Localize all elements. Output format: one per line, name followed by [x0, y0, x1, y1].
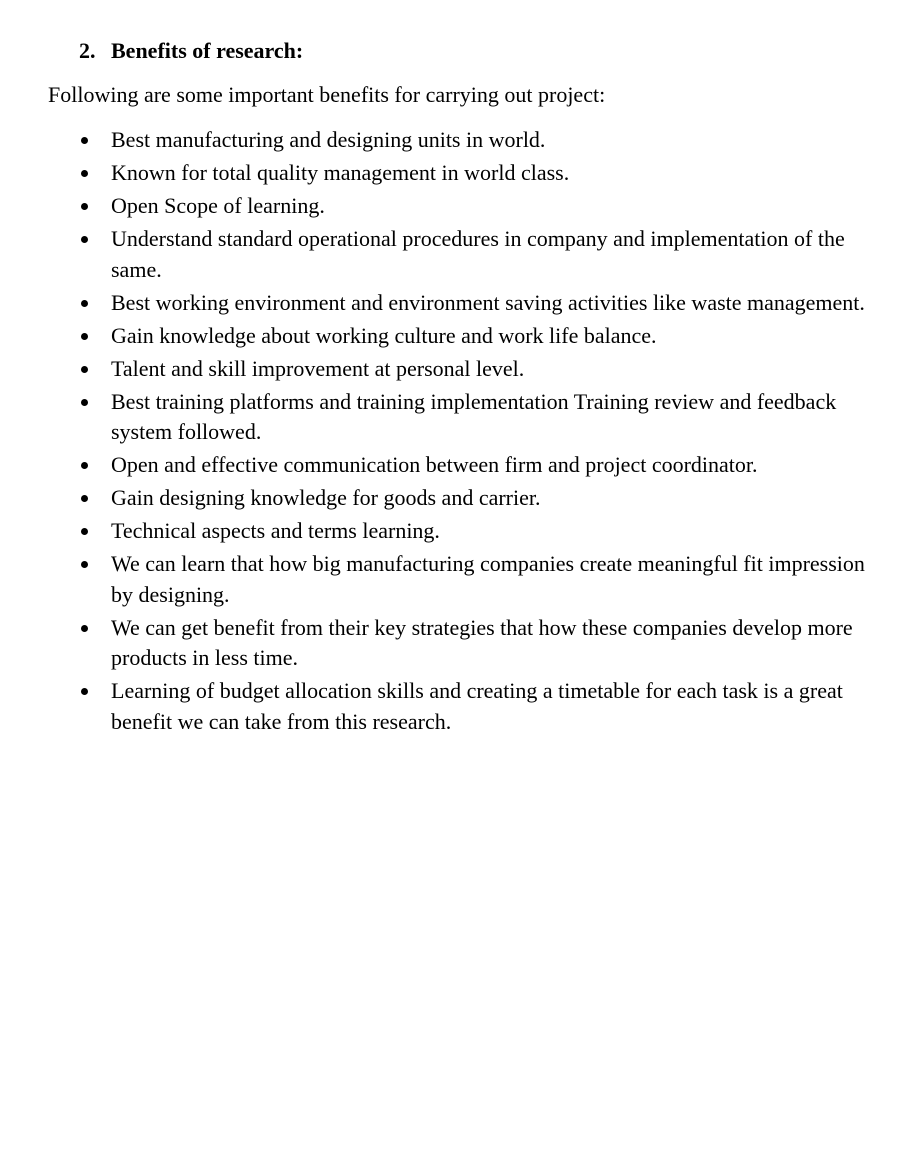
list-item-text: Gain designing knowledge for goods and carrier. — [111, 485, 541, 510]
list-item — [0, 450, 871, 481]
bullet-icon — [81, 333, 88, 340]
bullet-icon — [81, 528, 88, 535]
list-item — [0, 191, 871, 222]
intro-paragraph: Following are some important benefits for carrying out project: — [48, 82, 606, 107]
benefits-list — [0, 125, 901, 740]
section-heading — [79, 37, 303, 65]
list-item — [0, 483, 871, 514]
bullet-icon — [81, 688, 88, 695]
bullet-icon — [81, 236, 88, 243]
list-item-text: Known for total quality management in world class. — [111, 160, 570, 185]
list-item-text: Technical aspects and terms learning. — [111, 518, 440, 543]
list-item — [0, 613, 871, 674]
bullet-icon — [81, 203, 88, 210]
list-item — [0, 387, 871, 448]
bullet-icon — [81, 137, 88, 144]
list-item-text: Best manufacturing and designing units in world. — [111, 127, 546, 152]
list-item — [0, 321, 871, 352]
list-item-text: Best training platforms and training implementation Training review and feedback system followed. — [111, 388, 837, 444]
list-item — [0, 549, 871, 610]
list-item-text: We can get benefit from their key strategies that how these companies develop more products in less time. — [111, 614, 853, 670]
list-item — [0, 354, 871, 385]
list-item-text: Talent and skill improvement at personal level. — [111, 355, 525, 381]
bullet-icon — [81, 399, 88, 406]
bullet-icon — [81, 462, 88, 469]
section-title: Benefits of research: — [111, 38, 304, 63]
list-item-text: Open and effective communication between firm and project coordinator. — [111, 452, 758, 477]
list-item-text: Best working environment and environment saving activities like waste management. — [111, 289, 865, 315]
list-item — [0, 125, 871, 156]
list-item-text: Open Scope of learning. — [111, 193, 325, 218]
list-item — [0, 224, 871, 285]
list-item — [0, 516, 871, 547]
bullet-icon — [81, 625, 88, 632]
bullet-icon — [81, 300, 88, 307]
list-item-text: Gain knowledge about working culture and work life balance. — [111, 322, 657, 348]
section-number: 2. — [79, 38, 96, 63]
bullet-icon — [81, 495, 88, 502]
bullet-icon — [81, 366, 88, 373]
bullet-icon — [81, 561, 88, 568]
bullet-icon — [81, 170, 88, 177]
list-item-text: We can learn that how big manufacturing companies create meaningful fit impression by designing. — [111, 551, 865, 607]
list-item-text: Learning of budget allocation skills and creating a timetable for each task is a great benefit we can take from this research. — [111, 678, 843, 734]
list-item — [0, 158, 871, 189]
list-item — [0, 676, 871, 737]
list-item — [0, 288, 871, 319]
list-item-text: Understand standard operational procedures in company and implementation of the same. — [111, 226, 845, 282]
